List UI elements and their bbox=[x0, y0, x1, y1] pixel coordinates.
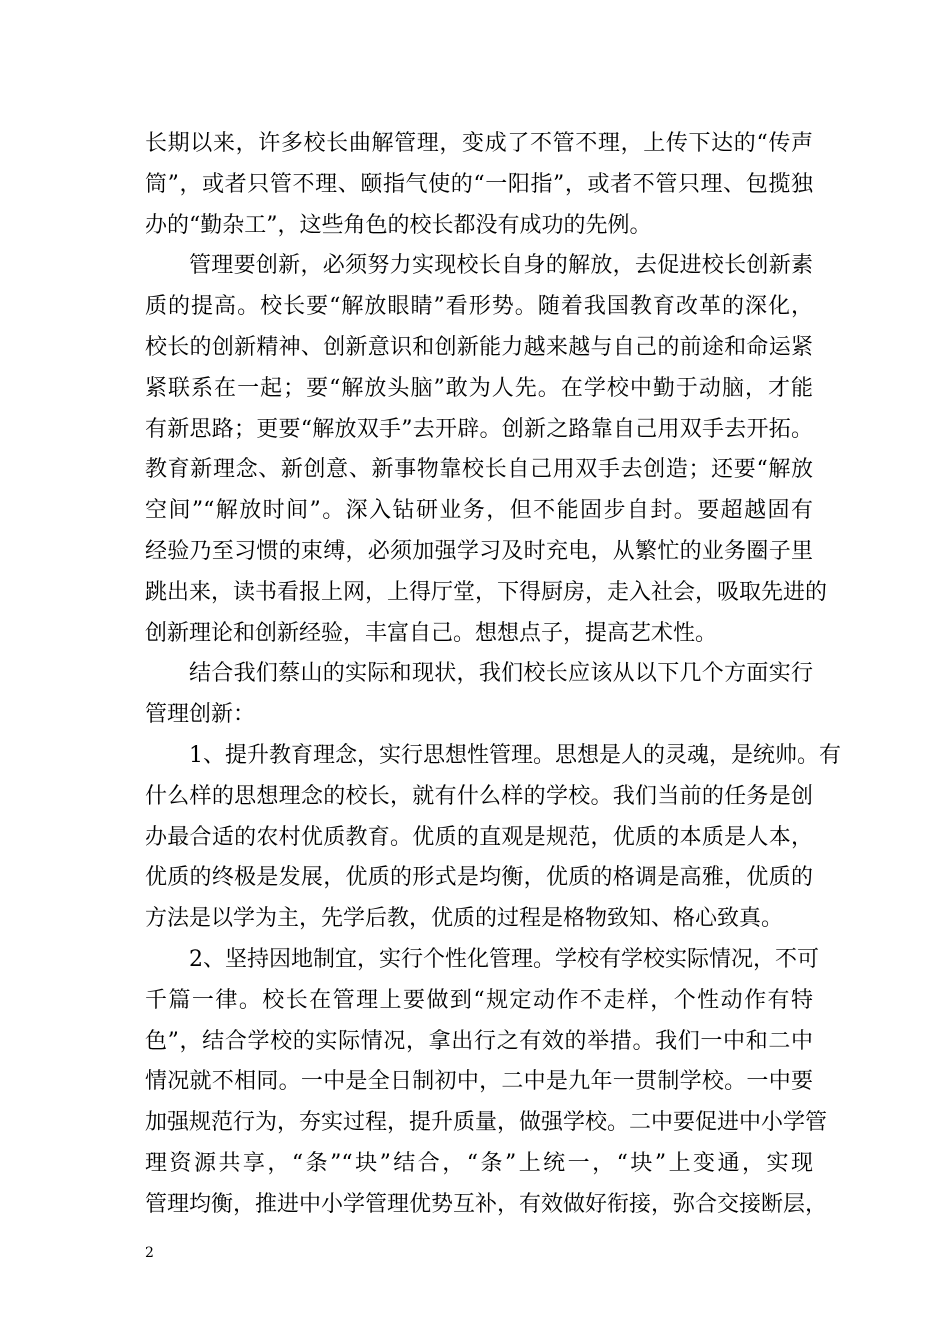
text-line: 优质的终极是发展，优质的形式是均衡，优质的格调是高雅，优质的 bbox=[145, 865, 813, 891]
page-number: 2 bbox=[145, 1245, 154, 1261]
text-line: 办最合适的农村优质教育。优质的直观是规范，优质的本质是人本， bbox=[145, 824, 813, 850]
text-line: 经验乃至习惯的束缚，必须加强学习及时充电，从繁忙的业务圈子里 bbox=[145, 538, 813, 564]
text-line: 长期以来，许多校长曲解管理，变成了不管不理，上传下达的“传声 bbox=[145, 131, 813, 156]
text-line: 管理要创新，必须努力实现校长自身的解放，去促进校长创新素 bbox=[189, 253, 813, 279]
text-line: 质的提高。校长要“解放眼睛”看形势。随着我国教育改革的深化， bbox=[145, 294, 813, 320]
text-line: 有新思路；更要“解放双手”去开辟。创新之路靠自己用双手去开拓。 bbox=[145, 416, 813, 442]
text-line: 1、提升教育理念，实行思想性管理。思想是人的灵魂，是统帅。有 bbox=[189, 742, 841, 768]
body-text bbox=[145, 124, 841, 1226]
text-line: 管理创新： bbox=[145, 702, 256, 728]
text-line: 管理均衡，推进中小学管理优势互补，有效做好衔接，弥合交接断层， bbox=[145, 1191, 828, 1217]
text-line: 紧联系在一起；要“解放头脑”敢为人先。在学校中勤于动脑，才能 bbox=[145, 375, 813, 401]
text-line: 办的“勤杂工”，这些角色的校长都没有成功的先例。 bbox=[145, 212, 652, 238]
text-line: 跳出来，读书看报上网，上得厅堂，下得厨房，走入社会，吸取先进的 bbox=[145, 579, 828, 605]
text-line: 校长的创新精神、创新意识和创新能力越来越与自己的前途和命运紧 bbox=[145, 334, 813, 360]
text-line: 2、坚持因地制宜，实行个性化管理。学校有学校实际情况，不可 bbox=[189, 946, 819, 972]
text-line: 筒”，或者只管不理、颐指气使的“一阳指”，或者不管只理、包揽独 bbox=[145, 171, 813, 197]
text-line: 什么样的思想理念的校长，就有什么样的学校。我们当前的任务是创 bbox=[145, 783, 813, 809]
text-line: 方法是以学为主，先学后教，优质的过程是格物致知、格心致真。 bbox=[145, 906, 784, 932]
text-line: 色”，结合学校的实际情况，拿出行之有效的举措。我们一中和二中 bbox=[145, 1028, 813, 1054]
text-line: 加强规范行为，夯实过程，提升质量，做强学校。二中要促进中小学管 bbox=[145, 1110, 828, 1136]
text-line: 结合我们蔡山的实际和现状，我们校长应该从以下几个方面实行 bbox=[189, 661, 813, 687]
text-line: 理资源共享，“条”“块”结合，“条”上统一，“块”上变通，实现 bbox=[145, 1150, 813, 1176]
text-line: 空间”“解放时间”。深入钻研业务，但不能固步自封。要超越固有 bbox=[145, 498, 813, 524]
text-line: 千篇一律。校长在管理上要做到“规定动作不走样，个性动作有特 bbox=[145, 987, 813, 1013]
text-line: 情况就不相同。一中是全日制初中，二中是九年一贯制学校。一中要 bbox=[145, 1069, 813, 1095]
text-line: 创新理论和创新经验，丰富自己。想想点子，提高艺术性。 bbox=[145, 620, 718, 646]
text-line: 教育新理念、新创意、新事物靠校长自己用双手去创造；还要“解放 bbox=[145, 457, 813, 483]
